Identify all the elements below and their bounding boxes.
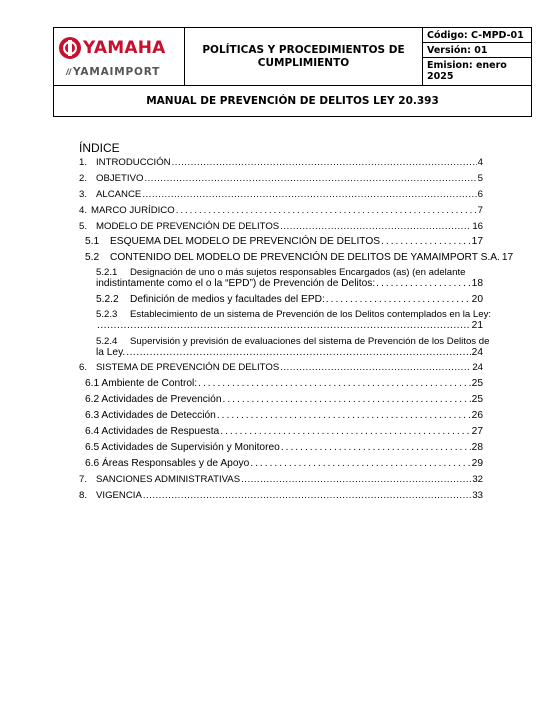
leader-dots — [217, 410, 471, 421]
toc-entry-text: 6.6 Áreas Responsables y de Apoyo — [85, 458, 250, 469]
toc-entry-line1: 5.2.4 Supervisión y previsión de evaluaciones del sistema de Prevención de los Delitos de — [96, 336, 490, 347]
wing-mark-icon: // — [66, 67, 72, 77]
toc-entry-text: ESQUEMA DEL MODELO DE PREVENCIÓN DE DELITOS — [110, 236, 381, 247]
document-header — [53, 27, 532, 117]
index-heading: ÍNDICE — [79, 141, 120, 155]
toc-entry-text: SANCIONES ADMINISTRATIVAS — [96, 474, 241, 485]
leader-dots — [172, 157, 477, 168]
toc-entry[interactable]: 5. MODELO DE PREVENCIÓN DE DELITOS ..... 16 — [79, 221, 483, 232]
toc-entry[interactable] — [85, 442, 483, 453]
leader-dots — [241, 474, 471, 485]
toc-page-number: 29 — [471, 458, 483, 469]
toc-entry-text: VIGENCIA — [96, 490, 142, 501]
policy-title: POLÍTICAS Y PROCEDIMIENTOS DE CUMPLIMIENTO — [185, 28, 423, 85]
toc-page-number: 21 — [471, 320, 483, 331]
toc-entry[interactable]: 3. ALCANCE ..... 6 — [79, 189, 483, 200]
header-top-row — [54, 28, 531, 86]
toc-page-number: 6 — [477, 189, 483, 200]
toc-entry-text: 6.1 Ambiente de Control: — [85, 378, 198, 389]
logo-sub-text: YAMAIMPORT — [73, 66, 161, 78]
toc-entry[interactable]: 8. VIGENCIA ..... 33 — [79, 490, 483, 501]
leader-dots — [144, 173, 476, 184]
toc-entry[interactable]: 5.2.2 Definición de medios y facultades del EPD: ..... 20 — [96, 294, 483, 305]
toc-entry[interactable]: 2. OBJETIVO ..... 5 — [79, 173, 483, 184]
toc-entry[interactable] — [85, 378, 483, 389]
toc-entry-line1: 5.2.1 Designación de uno o más sujetos responsables Encargados (as) (en adelante — [96, 267, 466, 278]
toc-entry-line1: 5.2.3 Establecimiento de un sistema de Prevención de los Delitos contemplados en la Ley: — [96, 309, 492, 320]
toc-entry[interactable]: 7. SANCIONES ADMINISTRATIVAS ..... 32 — [79, 474, 483, 485]
leader-dots — [143, 490, 471, 501]
toc-entry[interactable] — [85, 410, 483, 421]
toc-entry-text: Definición de medios y facultades del EPD: — [130, 294, 325, 305]
toc-page-number: 16 — [472, 221, 483, 232]
toc-entry-text: 6.4 Actividades de Respuesta — [85, 426, 220, 437]
leader-dots — [126, 347, 470, 358]
leader-dots — [280, 221, 471, 232]
toc-page-number: 24 — [471, 347, 483, 358]
toc-entry-text: la Ley. — [96, 347, 126, 358]
logo-brand-text: YAMAHA — [83, 38, 166, 58]
leader-dots — [142, 189, 476, 200]
toc-page-number: 27 — [471, 426, 483, 437]
toc-entry-text: MARCO JURÍDICO — [91, 205, 175, 216]
leader-dots — [376, 278, 470, 289]
toc-page-number: 28 — [471, 442, 483, 453]
toc-page-number: 7 — [477, 205, 483, 216]
toc-entry-text: OBJETIVO — [96, 173, 144, 184]
logo-cell — [54, 28, 185, 85]
leader-dots — [281, 442, 471, 453]
leader-dots — [97, 320, 471, 331]
manual-title: MANUAL DE PREVENCIÓN DE DELITOS LEY 20.393 — [146, 95, 439, 107]
leader-dots — [326, 294, 471, 305]
toc-entry-text: 6.2 Actividades de Prevención — [85, 394, 222, 405]
toc-page-number: 17 — [471, 236, 483, 247]
toc-entry[interactable] — [96, 347, 483, 358]
toc-page-number: 20 — [471, 294, 483, 305]
leader-dots — [176, 205, 477, 216]
toc-page-number: 32 — [472, 474, 483, 485]
toc-entry-text: CONTENIDO DEL MODELO DE PREVENCIÓN DE DELITOS DE YAMAIMPORT S.A. — [110, 252, 500, 263]
toc-entry[interactable]: 5.1 ESQUEMA DEL MODELO DE PREVENCIÓN DE DELITOS ..... 17 — [85, 236, 483, 247]
leader-dots — [223, 394, 471, 405]
toc-entry-text: indistintamente como el o la “EPD”) de Prevención de Delitos: — [96, 278, 376, 289]
leader-dots — [280, 362, 471, 373]
document-emission: Emision: enero 2025 — [427, 60, 507, 82]
toc-page-number: 33 — [472, 490, 483, 501]
toc-entry[interactable]: 5.2 CONTENIDO DEL MODELO DE PREVENCIÓN DE DELITOS DE YAMAIMPORT S.A. 17 — [85, 252, 514, 263]
toc-page-number: 18 — [471, 278, 483, 289]
toc-page-number: 25 — [471, 378, 483, 389]
toc-page-number: 5 — [477, 173, 483, 184]
toc-entry-text: 6.3 Actividades de Detección — [85, 410, 216, 421]
toc-entry-text: ALCANCE — [96, 189, 142, 200]
leader-dots — [381, 236, 471, 247]
toc-entry[interactable] — [85, 394, 483, 405]
tuning-fork-emblem-icon — [59, 37, 81, 59]
yamaha-logo — [59, 37, 166, 59]
toc-entry[interactable]: 6. SISTEMA DE PREVENCIÓN DE DELITOS ..... 24 — [79, 362, 483, 373]
toc-page-number: 26 — [471, 410, 483, 421]
leader-dots — [198, 378, 471, 389]
toc-page-number: 24 — [472, 362, 483, 373]
leader-dots — [220, 426, 470, 437]
toc-entry-text: INTRODUCCIÓN — [96, 157, 171, 168]
toc-page-number: 17 — [501, 252, 514, 263]
toc-entry[interactable]: 1. INTRODUCCIÓN ..... 4 — [79, 157, 483, 168]
toc-entry[interactable] — [96, 278, 483, 289]
leader-dots — [250, 458, 470, 469]
yamaimport-logo — [66, 66, 160, 78]
toc-entry[interactable]: 4. MARCO JURÍDICO ..... 7 — [79, 205, 483, 216]
toc-entry-text: MODELO DE PREVENCIÓN DE DELITOS — [96, 221, 280, 232]
toc-entry-text: SISTEMA DE PREVENCIÓN DE DELITOS — [96, 362, 280, 373]
document-version: Versión: 01 — [423, 43, 531, 58]
toc-page-number: 4 — [477, 157, 483, 168]
toc-entry[interactable] — [85, 458, 483, 469]
document-code: Código: C-MPD-01 — [423, 28, 531, 43]
toc-page-number: 25 — [471, 394, 483, 405]
toc-entry-text: 6.5 Actividades de Supervisión y Monitoreo — [85, 442, 280, 453]
toc-entry[interactable] — [85, 426, 483, 437]
document-meta — [423, 28, 531, 85]
toc-entry[interactable] — [96, 320, 483, 331]
